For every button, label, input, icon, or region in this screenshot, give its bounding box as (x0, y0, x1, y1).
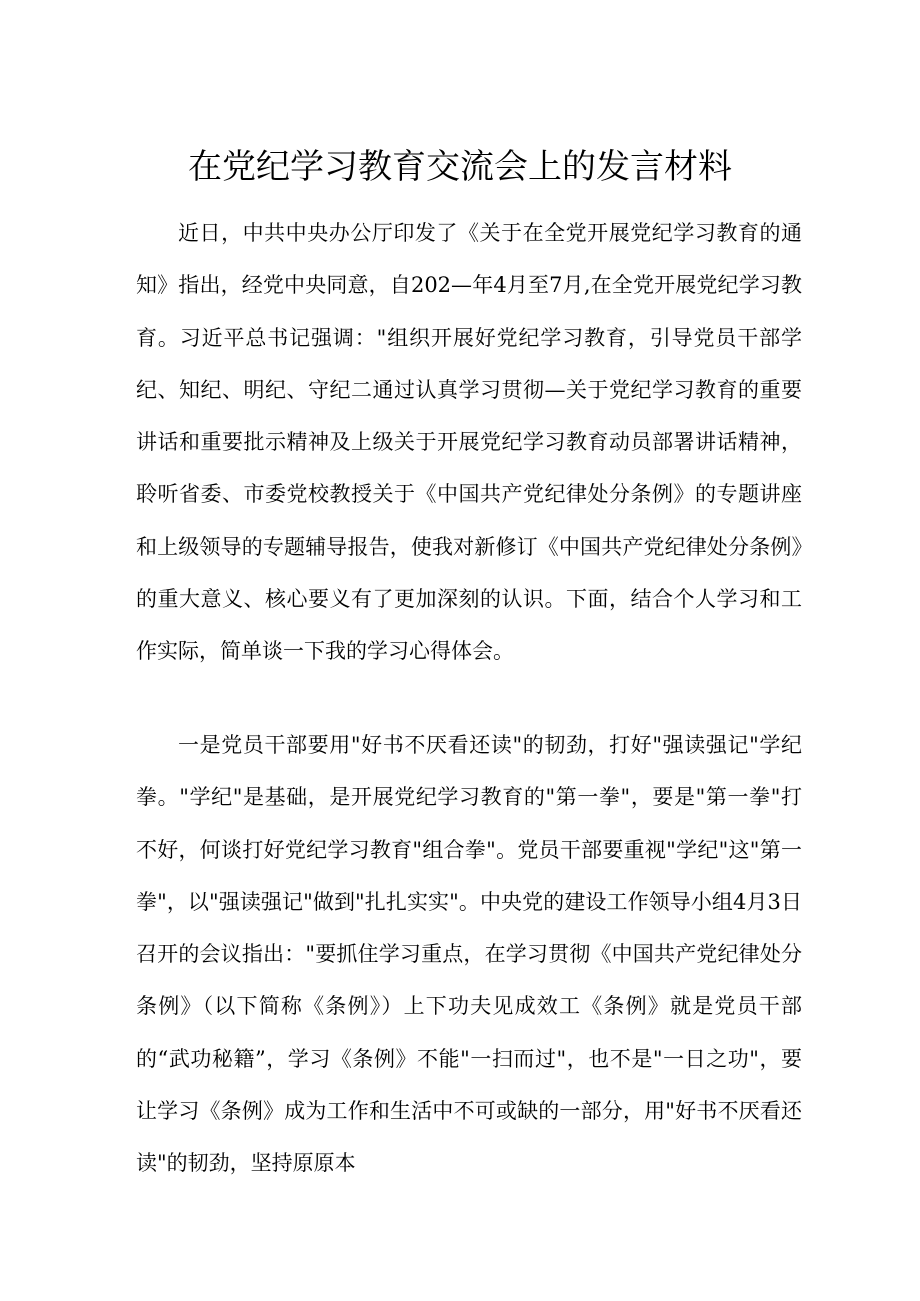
paragraph-intro: 近日，中共中央办公厅印发了《关于在全党开展党纪学习教育的通知》指出，经党中央同意，自202—年4月至7月,在全党开展党纪学习教育。习近平总书记强调："组织开展好党纪学习教育，引导党员干部学纪、知纪、明纪、守纪二通过认真学习贯彻—关于党纪学习教育的重要讲话和重要批示精神及上级关于开展党纪学习教育动员部署讲话精神，聆听省委、市委党校教授关于《中国共产党纪律处分条例》的专题讲座和上级领导的专题辅导报告，使我对新修订《中国共产党纪律处分条例》的重大意义、核心要义有了更加深刻的认识。下面，结合个人学习和工作实际，简单谈一下我的学习心得体会。 (136, 221, 802, 664)
document-title: 在党纪学习教育交流会上的发言材料 (188, 147, 732, 187)
paragraph-point-one: 一是党员干部要用"好书不厌看还读"的韧劲，打好"强读强记"学纪拳。"学纪"是基础，是开展党纪学习教育的"第一拳"，要是"第一拳"打不好，何谈打好党纪学习教育"组合拳"。党员干部要重视"学纪"这"第一拳"，以"强读强记"做到"扎扎实实"。中央党的建设工作领导小组4月3日召开的会议指出："要抓住学习重点，在学习贯彻《中国共产党纪律处分条例》（以下简称《条例》）上下功夫见成效工《条例》就是党员干部的“武功秘籍”，学习《条例》不能"一扫而过"，也不是"一日之功"，要让学习《条例》成为工作和生活中不可或缺的一部分，用"好书不厌看还读"的韧劲，坚持原原本 (136, 733, 802, 1176)
